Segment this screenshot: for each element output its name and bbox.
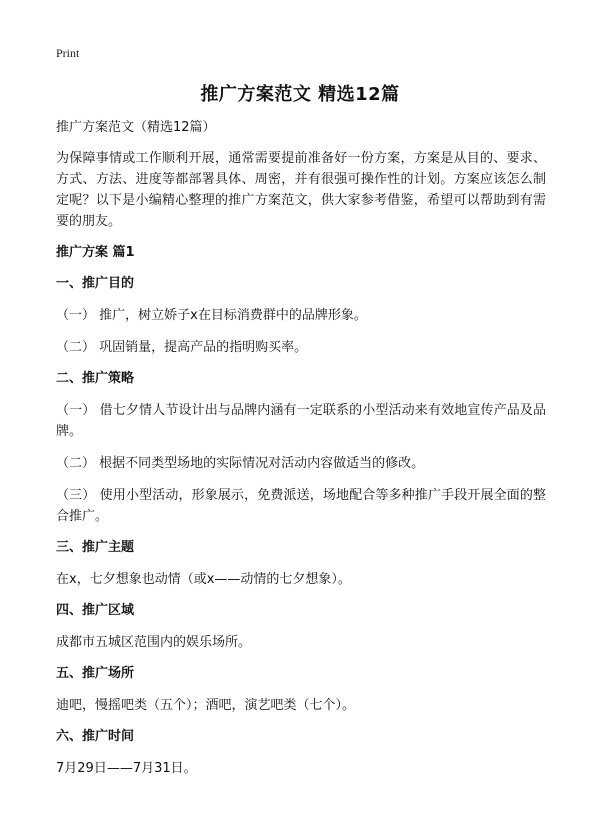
strategy-paragraph-2: （二） 根据不同类型场地的实际情况对活动内容做适当的修改。 (56, 456, 425, 471)
document-subtitle: 推广方案范文（精选12篇） (56, 120, 216, 135)
section-heading-purpose: 一、推广目的 (56, 276, 135, 291)
venues-paragraph: 迪吧，慢摇吧类（五个）；酒吧，演艺吧类（七个）。 (56, 698, 356, 713)
region-paragraph: 成都市五城区范围内的娱乐场所。 (56, 635, 252, 650)
section-heading-region: 四、推广区域 (56, 603, 135, 618)
section-heading-time: 六、推广时间 (56, 729, 135, 744)
time-paragraph: 7月29日——7月31日。 (56, 761, 197, 776)
theme-paragraph: 在x，七夕想象也动情（或x——动情的七夕想象）。 (56, 572, 351, 587)
purpose-paragraph-1: （一） 推广，树立娇子x在目标消费群中的品牌形象。 (56, 308, 367, 323)
strategy-paragraph-1: （一） 借七夕情人节设计出与品牌内涵有一定联系的小型活动来有效地宣传产品及品牌。 (56, 403, 546, 439)
page-title: 推广方案范文 精选12篇 (200, 84, 400, 105)
print-label: Print (56, 46, 80, 60)
strategy-paragraph-3: （三） 使用小型活动，形象展示，免费派送，场地配合等多种推广手段开展全面的整合推广。 (56, 488, 546, 524)
intro-paragraph: 为保障事情或工作顺利开展，通常需要提前准备好一份方案，方案是从目的、要求、方式、方法、进度等都部署具体、周密，并有很强可操作性的计划。方案应该怎么制定呢？以下是小编精心整理的推广方案范文，供大家参考借鉴，希望可以帮助到有需要的朋友。 (56, 151, 546, 229)
part-heading: 推广方案 篇1 (56, 245, 135, 260)
document-body (56, 118, 546, 790)
section-heading-venues: 五、推广场所 (56, 666, 135, 681)
section-heading-theme: 三、推广主题 (56, 540, 135, 555)
purpose-paragraph-2: （二） 巩固销量，提高产品的指明购买率。 (56, 340, 308, 355)
section-heading-strategy: 二、推广策略 (56, 371, 135, 386)
